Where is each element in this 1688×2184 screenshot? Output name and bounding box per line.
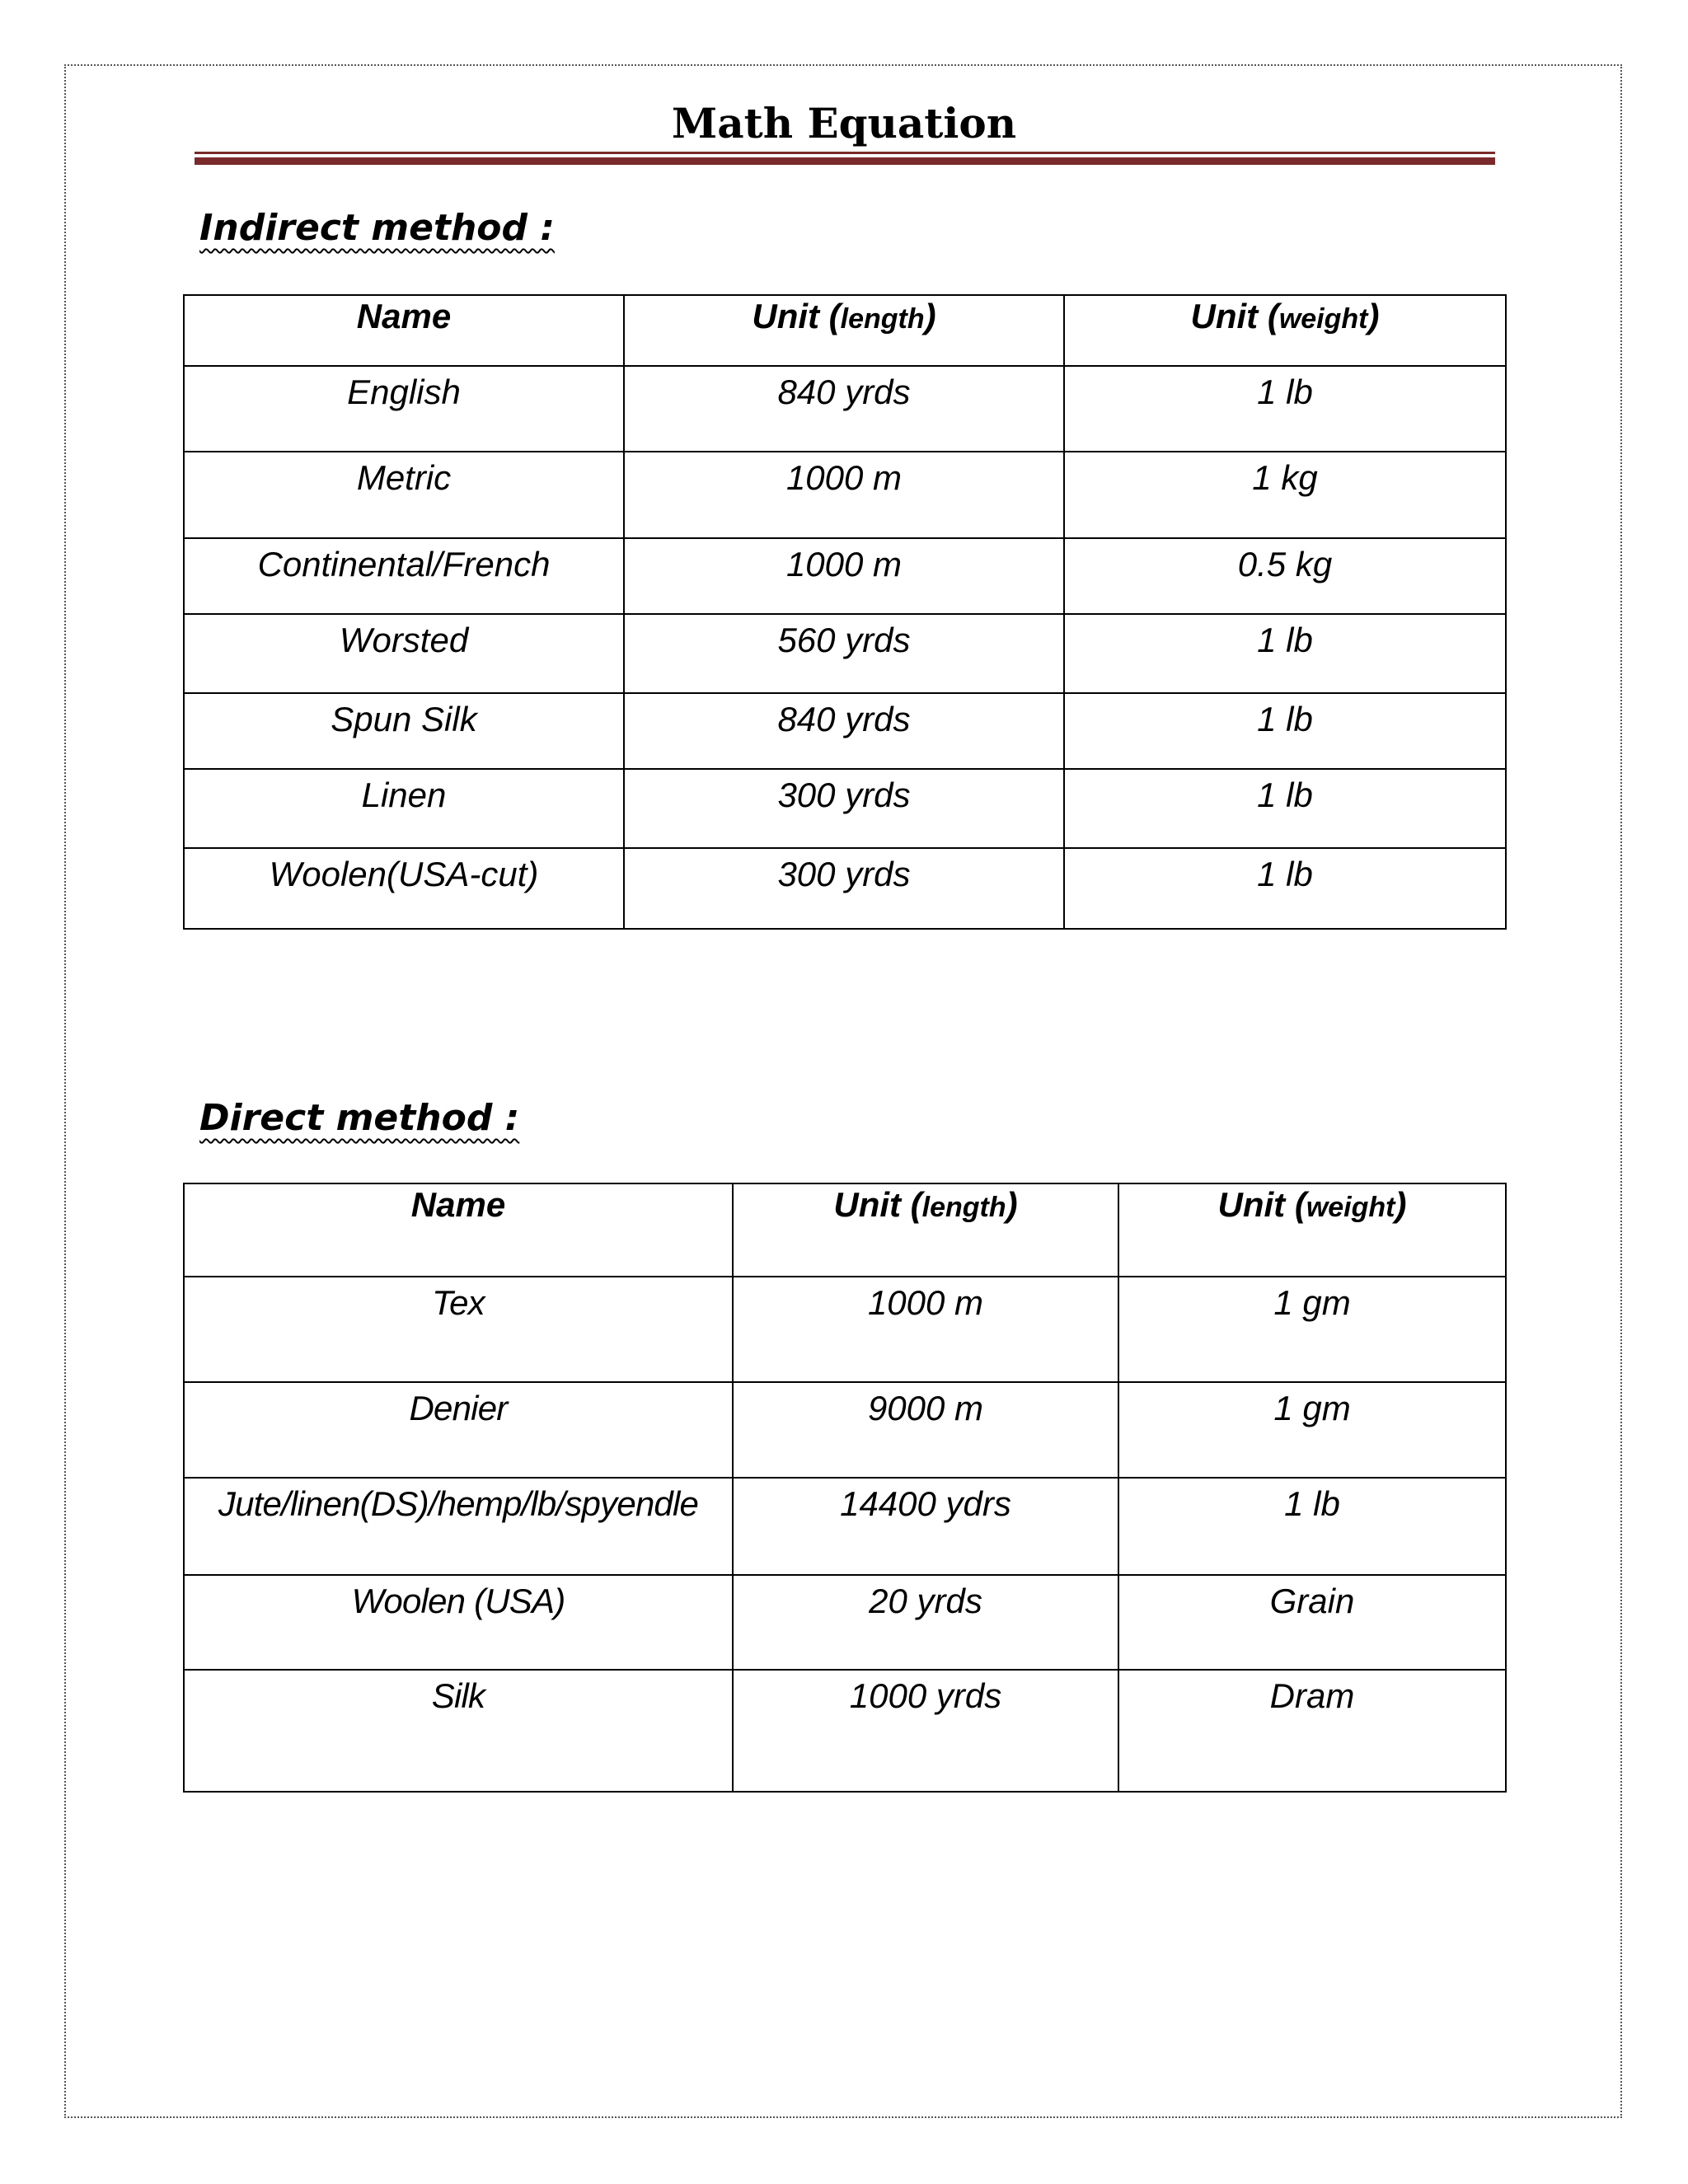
header-suffix: ) [1367, 297, 1380, 335]
direct-method-heading: Direct method : [199, 1097, 520, 1139]
table-header-row [184, 1183, 1506, 1277]
table-row [184, 1575, 1506, 1670]
indirect-method-table [183, 294, 1507, 930]
header-unit-word: length [840, 303, 925, 335]
cell-weight: 1 lb [1064, 614, 1506, 693]
cell-length: 1000 m [624, 452, 1064, 538]
cell-length: 560 yrds [624, 614, 1064, 693]
table-row [184, 1670, 1506, 1792]
cell-name: Tex [184, 1277, 733, 1382]
cell-weight: 1 lb [1064, 366, 1506, 452]
cell-weight: 1 lb [1064, 848, 1506, 929]
table-row [184, 538, 1506, 614]
column-header-name [184, 1183, 733, 1277]
cell-weight: Dram [1118, 1670, 1506, 1792]
direct-method-table [183, 1183, 1507, 1793]
cell-name: Silk [184, 1670, 733, 1792]
cell-name: Continental/French [184, 538, 624, 614]
header-prefix: Unit ( [1217, 1185, 1306, 1224]
cell-name: Woolen(USA-cut) [184, 848, 624, 929]
cell-length: 840 yrds [624, 693, 1064, 769]
table-header-row [184, 295, 1506, 366]
table-row [184, 769, 1506, 848]
table-row [184, 614, 1506, 693]
cell-name: Spun Silk [184, 693, 624, 769]
header-suffix: ) [1395, 1185, 1407, 1224]
table-row [184, 452, 1506, 538]
cell-length: 1000 yrds [733, 1670, 1118, 1792]
cell-weight: 0.5 kg [1064, 538, 1506, 614]
header-label: Name [356, 297, 452, 335]
header-unit-word: weight [1278, 303, 1368, 335]
cell-weight: 1 gm [1118, 1277, 1506, 1382]
cell-weight: 1 lb [1118, 1478, 1506, 1575]
column-header-weight [1118, 1183, 1506, 1277]
cell-name: Woolen (USA) [184, 1575, 733, 1670]
cell-name: Linen [184, 769, 624, 848]
cell-name: English [184, 366, 624, 452]
title-rule [195, 152, 1495, 165]
header-suffix: ) [1006, 1185, 1018, 1224]
table-row [184, 1478, 1506, 1575]
cell-weight: 1 lb [1064, 769, 1506, 848]
cell-name: Jute/linen(DS)/hemp/lb/spyendle [184, 1478, 733, 1575]
page-title: Math Equation [671, 99, 1017, 148]
header-label: Name [410, 1185, 506, 1224]
header-unit-word: length [921, 1192, 1006, 1223]
header-prefix: Unit ( [1190, 297, 1279, 335]
cell-length: 300 yrds [624, 848, 1064, 929]
cell-weight: 1 kg [1064, 452, 1506, 538]
table-row [184, 848, 1506, 929]
cell-length: 9000 m [733, 1382, 1118, 1478]
header-suffix: ) [924, 297, 936, 335]
header-prefix: Unit ( [833, 1185, 922, 1224]
cell-name: Worsted [184, 614, 624, 693]
column-header-name [184, 295, 624, 366]
cell-length: 14400 ydrs [733, 1478, 1118, 1575]
indirect-method-heading: Indirect method : [199, 207, 555, 249]
title-rule-thick [195, 157, 1495, 165]
table-row [184, 1277, 1506, 1382]
column-header-length [733, 1183, 1118, 1277]
title-rule-thin [195, 152, 1495, 154]
column-header-weight [1064, 295, 1506, 366]
table-row [184, 366, 1506, 452]
table-row [184, 1382, 1506, 1478]
cell-name: Metric [184, 452, 624, 538]
cell-name: Denier [184, 1382, 733, 1478]
cell-length: 300 yrds [624, 769, 1064, 848]
cell-weight: 1 lb [1064, 693, 1506, 769]
cell-length: 1000 m [624, 538, 1064, 614]
cell-length: 20 yrds [733, 1575, 1118, 1670]
cell-length: 840 yrds [624, 366, 1064, 452]
header-prefix: Unit ( [752, 297, 841, 335]
column-header-length [624, 295, 1064, 366]
cell-weight: Grain [1118, 1575, 1506, 1670]
table-row [184, 693, 1506, 769]
cell-weight: 1 gm [1118, 1382, 1506, 1478]
header-unit-word: weight [1306, 1192, 1395, 1223]
cell-length: 1000 m [733, 1277, 1118, 1382]
